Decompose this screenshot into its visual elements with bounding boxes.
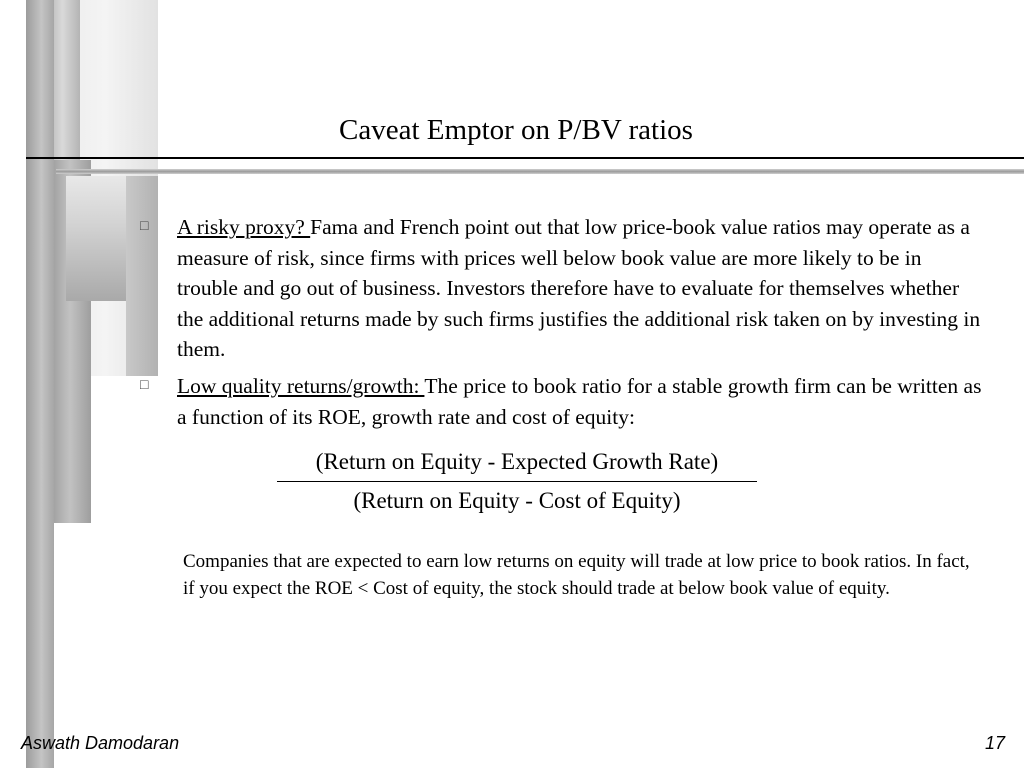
- pbv-formula: [277, 446, 757, 517]
- bullet-risky-proxy: [140, 212, 987, 365]
- decor-bar-gradient: [66, 176, 126, 301]
- formula-denominator: (Return on Equity - Cost of Equity): [353, 488, 681, 513]
- square-bullet-icon: □: [140, 219, 149, 234]
- formula-note: Companies that are expected to earn low returns on equity will trade at low price to book ratios. In fact, if you expect the ROE < Cost of equity, the stock should trade at below book value of equity.: [183, 551, 970, 599]
- title-rule: [26, 157, 1024, 159]
- page-number: 17: [984, 733, 1005, 753]
- bullet-text: Fama and French point out that low price-book value ratios may operate as a measure of risk, since firms with prices well below book value are more likely to be in trouble and go out of business. Investors therefore have to evaluate for themselves whether the additional returns made by such firms justifies the additional risk taken on by investing in them.: [177, 215, 981, 361]
- formula-numerator: (Return on Equity - Expected Growth Rate): [277, 446, 757, 482]
- footer-author: Aswath Damodaran: [21, 733, 180, 753]
- bullet-lead: Low quality returns/growth:: [177, 374, 425, 398]
- bullet-lead: A risky proxy?: [177, 215, 311, 239]
- bullet-text: The price to book ratio for a stable growth firm can be written as a function of its ROE, growth rate and cost of equity:: [177, 374, 982, 429]
- bullet-low-quality-returns: [140, 371, 987, 432]
- square-bullet-icon: □: [140, 378, 149, 393]
- title-rule-shadow: [56, 169, 1024, 174]
- decor-bar-right: [126, 176, 158, 376]
- slide-title: Caveat Emptor on P/BV ratios: [339, 114, 693, 146]
